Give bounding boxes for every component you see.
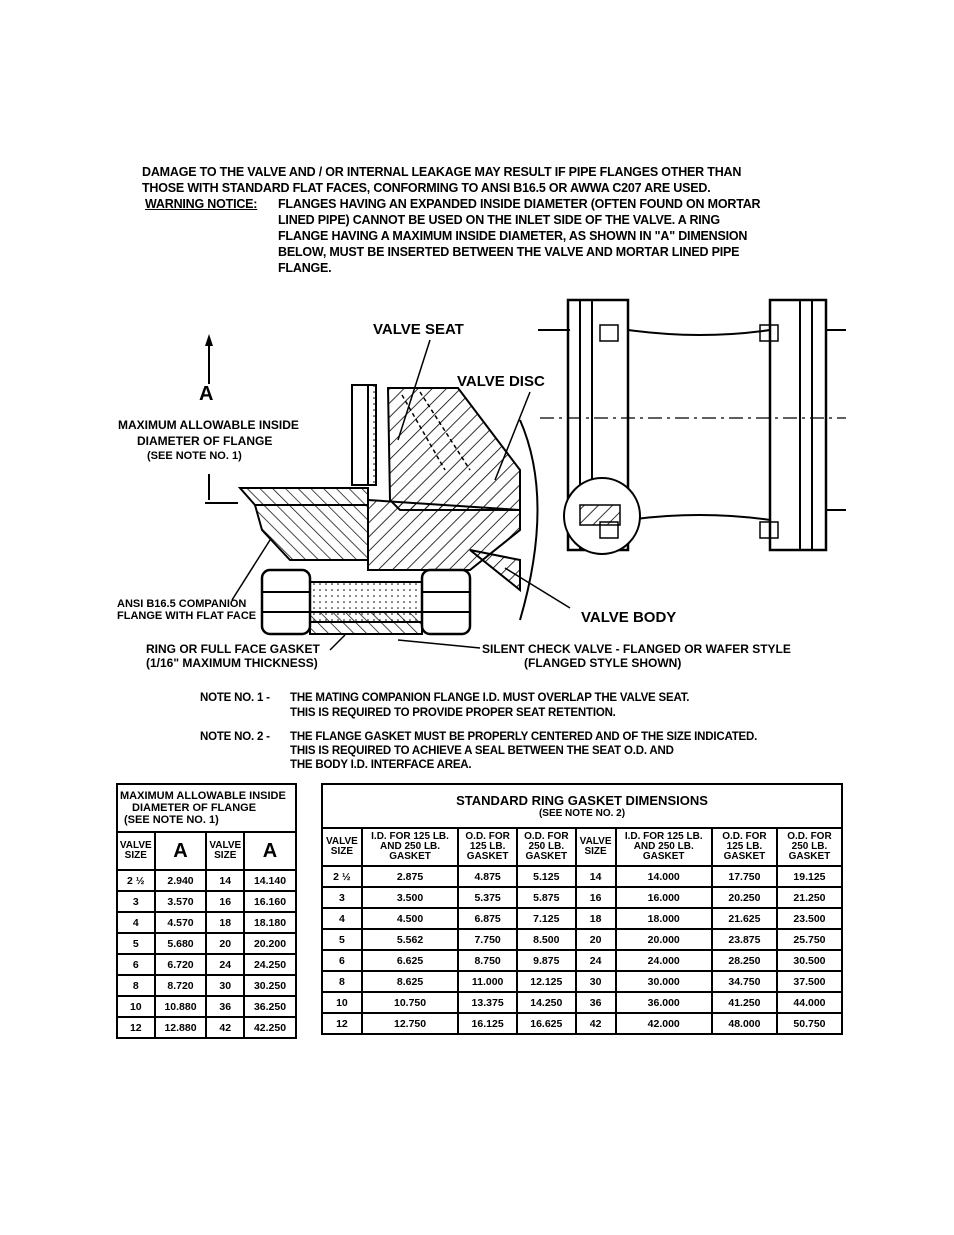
table-b-col-size-2: VALVE SIZE (576, 828, 616, 866)
table-cell: 2 ½ (322, 866, 362, 887)
table-cell: 14 (576, 866, 616, 887)
table-b-col-size: VALVE SIZE (322, 828, 362, 866)
table-cell: 3 (322, 887, 362, 908)
table-b-col-od250-2: O.D. FOR 250 LB. GASKET (777, 828, 842, 866)
table-b-col-od125-2: O.D. FOR 125 LB. GASKET (712, 828, 777, 866)
table-cell: 36 (576, 992, 616, 1013)
table-a-title-3: (SEE NOTE NO. 1) (124, 814, 219, 826)
table-b-col-id-2: I.D. FOR 125 LB. AND 250 LB. GASKET (616, 828, 712, 866)
table-cell: 9.875 (517, 950, 576, 971)
table-cell: 24.000 (616, 950, 712, 971)
gasket-label-2: (1/16" MAXIMUM THICKNESS) (146, 656, 318, 670)
table-cell: 19.125 (777, 866, 842, 887)
table-cell: 24.250 (244, 954, 296, 975)
table-b-title: STANDARD RING GASKET DIMENSIONS (456, 793, 708, 808)
dimension-a-label: A (199, 383, 214, 405)
table-cell: 8.500 (517, 929, 576, 950)
table-cell: 10 (117, 996, 155, 1017)
warning-line-1: DAMAGE TO THE VALVE AND / OR INTERNAL LEAKAGE MAY RESULT IF PIPE FLANGES OTHER THAN (142, 165, 742, 179)
note-2-line-3: THE BODY I.D. INTERFACE AREA. (290, 759, 472, 771)
note-2-label: NOTE NO. 2 - (200, 731, 270, 743)
table-a-col-size: VALVE SIZE (117, 832, 155, 870)
table-b-row (322, 908, 842, 929)
warning-line-5: FLANGE HAVING A MAXIMUM INSIDE DIAMETER, AS SHOWN IN "A" DIMENSION (278, 229, 748, 243)
table-cell: 16 (576, 887, 616, 908)
max-id-label-2: DIAMETER OF FLANGE (137, 434, 273, 448)
table-a-row (117, 996, 296, 1017)
table-cell: 4.500 (362, 908, 458, 929)
table-cell: 42.000 (616, 1013, 712, 1034)
note-2-line-2: THIS IS REQUIRED TO ACHIEVE A SEAL BETWEEN THE SEAT O.D. AND (290, 745, 674, 757)
table-cell: 8.720 (155, 975, 207, 996)
table-cell: 20.200 (244, 933, 296, 954)
table-b-row (322, 950, 842, 971)
table-cell: 5.875 (517, 887, 576, 908)
table-cell: 10.880 (155, 996, 207, 1017)
table-cell: 3 (117, 891, 155, 912)
warning-line-6: BELOW, MUST BE INSERTED BETWEEN THE VALVE AND MORTAR LINED PIPE (278, 245, 740, 259)
table-cell: 6.875 (458, 908, 517, 929)
table-b-row (322, 971, 842, 992)
table-cell: 20.250 (712, 887, 777, 908)
warning-line-7: FLANGE. (278, 261, 332, 275)
table-cell: 11.000 (458, 971, 517, 992)
check-valve-label-2: (FLANGED STYLE SHOWN) (524, 656, 682, 670)
table-cell: 5.680 (155, 933, 207, 954)
table-cell: 8 (322, 971, 362, 992)
valve-seat-label: VALVE SEAT (373, 321, 464, 338)
table-cell: 36.000 (616, 992, 712, 1013)
table-cell: 18 (206, 912, 244, 933)
note-2-line-1: THE FLANGE GASKET MUST BE PROPERLY CENTERED AND OF THE SIZE INDICATED. (290, 731, 758, 743)
table-cell: 8.625 (362, 971, 458, 992)
table-cell: 34.750 (712, 971, 777, 992)
table-a-col-a: A (155, 832, 207, 870)
table-cell: 14.140 (244, 870, 296, 891)
table-a-row (117, 954, 296, 975)
table-cell: 44.000 (777, 992, 842, 1013)
table-cell: 16.625 (517, 1013, 576, 1034)
table-cell: 3.500 (362, 887, 458, 908)
table-cell: 50.750 (777, 1013, 842, 1034)
table-cell: 10.750 (362, 992, 458, 1013)
table-cell: 24 (206, 954, 244, 975)
table-cell: 18.180 (244, 912, 296, 933)
table-cell: 23.875 (712, 929, 777, 950)
warning-line-4: LINED PIPE) CANNOT BE USED ON THE INLET SIDE OF THE VALVE. A RING (278, 213, 720, 227)
table-cell: 42.250 (244, 1017, 296, 1038)
table-cell: 20 (576, 929, 616, 950)
table-cell: 30 (576, 971, 616, 992)
ring-gasket-table (321, 783, 843, 1035)
gasket-label-1: RING OR FULL FACE GASKET (146, 642, 320, 656)
table-cell: 30 (206, 975, 244, 996)
table-b-row (322, 992, 842, 1013)
table-cell: 18 (576, 908, 616, 929)
table-cell: 4 (117, 912, 155, 933)
max-inside-diameter-table (116, 783, 297, 1039)
table-cell: 30.250 (244, 975, 296, 996)
note-1-line-1: THE MATING COMPANION FLANGE I.D. MUST OVERLAP THE VALVE SEAT. (290, 692, 690, 704)
valve-body-label: VALVE BODY (581, 609, 677, 626)
table-cell: 10 (322, 992, 362, 1013)
table-cell: 5.375 (458, 887, 517, 908)
table-cell: 28.250 (712, 950, 777, 971)
table-cell: 6.625 (362, 950, 458, 971)
table-cell: 6 (117, 954, 155, 975)
table-cell: 14.250 (517, 992, 576, 1013)
table-cell: 16.000 (616, 887, 712, 908)
table-cell: 13.375 (458, 992, 517, 1013)
table-cell: 5.125 (517, 866, 576, 887)
companion-flange-label-2: FLANGE WITH FLAT FACE (117, 610, 257, 622)
max-id-label-1: MAXIMUM ALLOWABLE INSIDE (118, 418, 299, 432)
table-cell: 21.625 (712, 908, 777, 929)
table-cell: 48.000 (712, 1013, 777, 1034)
table-cell: 12 (117, 1017, 155, 1038)
table-b-row (322, 887, 842, 908)
table-b-subtitle: (SEE NOTE NO. 2) (538, 808, 626, 819)
table-cell: 7.750 (458, 929, 517, 950)
table-a-row (117, 870, 296, 891)
table-cell: 30.000 (616, 971, 712, 992)
table-a-title-2: DIAMETER OF FLANGE (132, 802, 257, 814)
table-cell: 3.570 (155, 891, 207, 912)
table-cell: 8.750 (458, 950, 517, 971)
table-cell: 4.570 (155, 912, 207, 933)
valve-disc-label: VALVE DISC (457, 373, 545, 390)
table-cell: 36 (206, 996, 244, 1017)
table-cell: 2.940 (155, 870, 207, 891)
table-cell: 2 ½ (117, 870, 155, 891)
note-1-line-2: THIS IS REQUIRED TO PROVIDE PROPER SEAT RETENTION. (290, 707, 616, 719)
companion-flange-label-1: ANSI B16.5 COMPANION (117, 598, 247, 610)
table-cell: 5 (117, 933, 155, 954)
table-cell: 5 (322, 929, 362, 950)
warning-heading: WARNING NOTICE: (145, 197, 258, 211)
table-cell: 5.562 (362, 929, 458, 950)
table-a-row (117, 975, 296, 996)
table-a-row (117, 1017, 296, 1038)
table-cell: 6.720 (155, 954, 207, 975)
table-b-row (322, 1013, 842, 1034)
table-cell: 14 (206, 870, 244, 891)
table-b-row (322, 866, 842, 887)
table-cell: 25.750 (777, 929, 842, 950)
warning-line-2: THOSE WITH STANDARD FLAT FACES, CONFORMING TO ANSI B16.5 OR AWWA C207 ARE USED. (142, 181, 711, 195)
table-cell: 2.875 (362, 866, 458, 887)
table-cell: 12 (322, 1013, 362, 1034)
table-cell: 18.000 (616, 908, 712, 929)
table-cell: 16 (206, 891, 244, 912)
table-cell: 17.750 (712, 866, 777, 887)
table-b-col-id: I.D. FOR 125 LB. AND 250 LB. GASKET (362, 828, 458, 866)
table-a-row (117, 912, 296, 933)
table-cell: 4.875 (458, 866, 517, 887)
table-cell: 36.250 (244, 996, 296, 1017)
table-cell: 21.250 (777, 887, 842, 908)
table-cell: 20 (206, 933, 244, 954)
table-cell: 42 (576, 1013, 616, 1034)
note-1-label: NOTE NO. 1 - (200, 692, 270, 704)
table-cell: 16.125 (458, 1013, 517, 1034)
table-cell: 8 (117, 975, 155, 996)
table-cell: 20.000 (616, 929, 712, 950)
table-b-col-od250: O.D. FOR 250 LB. GASKET (517, 828, 576, 866)
warning-line-3: FLANGES HAVING AN EXPANDED INSIDE DIAMETER (OFTEN FOUND ON MORTAR (278, 197, 761, 211)
table-cell: 6 (322, 950, 362, 971)
table-cell: 41.250 (712, 992, 777, 1013)
table-a-col-a-2: A (244, 832, 296, 870)
table-cell: 24 (576, 950, 616, 971)
table-cell: 12.750 (362, 1013, 458, 1034)
table-cell: 30.500 (777, 950, 842, 971)
table-cell: 42 (206, 1017, 244, 1038)
table-a-row (117, 891, 296, 912)
table-a-title-1: MAXIMUM ALLOWABLE INSIDE (120, 790, 286, 802)
table-b-row (322, 929, 842, 950)
table-cell: 4 (322, 908, 362, 929)
max-id-label-3: (SEE NOTE NO. 1) (147, 450, 242, 462)
check-valve-label-1: SILENT CHECK VALVE - FLANGED OR WAFER STYLE (482, 642, 791, 656)
table-a-row (117, 933, 296, 954)
table-cell: 37.500 (777, 971, 842, 992)
table-cell: 12.880 (155, 1017, 207, 1038)
table-b-col-od125: O.D. FOR 125 LB. GASKET (458, 828, 517, 866)
table-cell: 12.125 (517, 971, 576, 992)
table-cell: 7.125 (517, 908, 576, 929)
table-cell: 23.500 (777, 908, 842, 929)
table-cell: 16.160 (244, 891, 296, 912)
table-cell: 14.000 (616, 866, 712, 887)
table-a-col-size-2: VALVE SIZE (206, 832, 244, 870)
